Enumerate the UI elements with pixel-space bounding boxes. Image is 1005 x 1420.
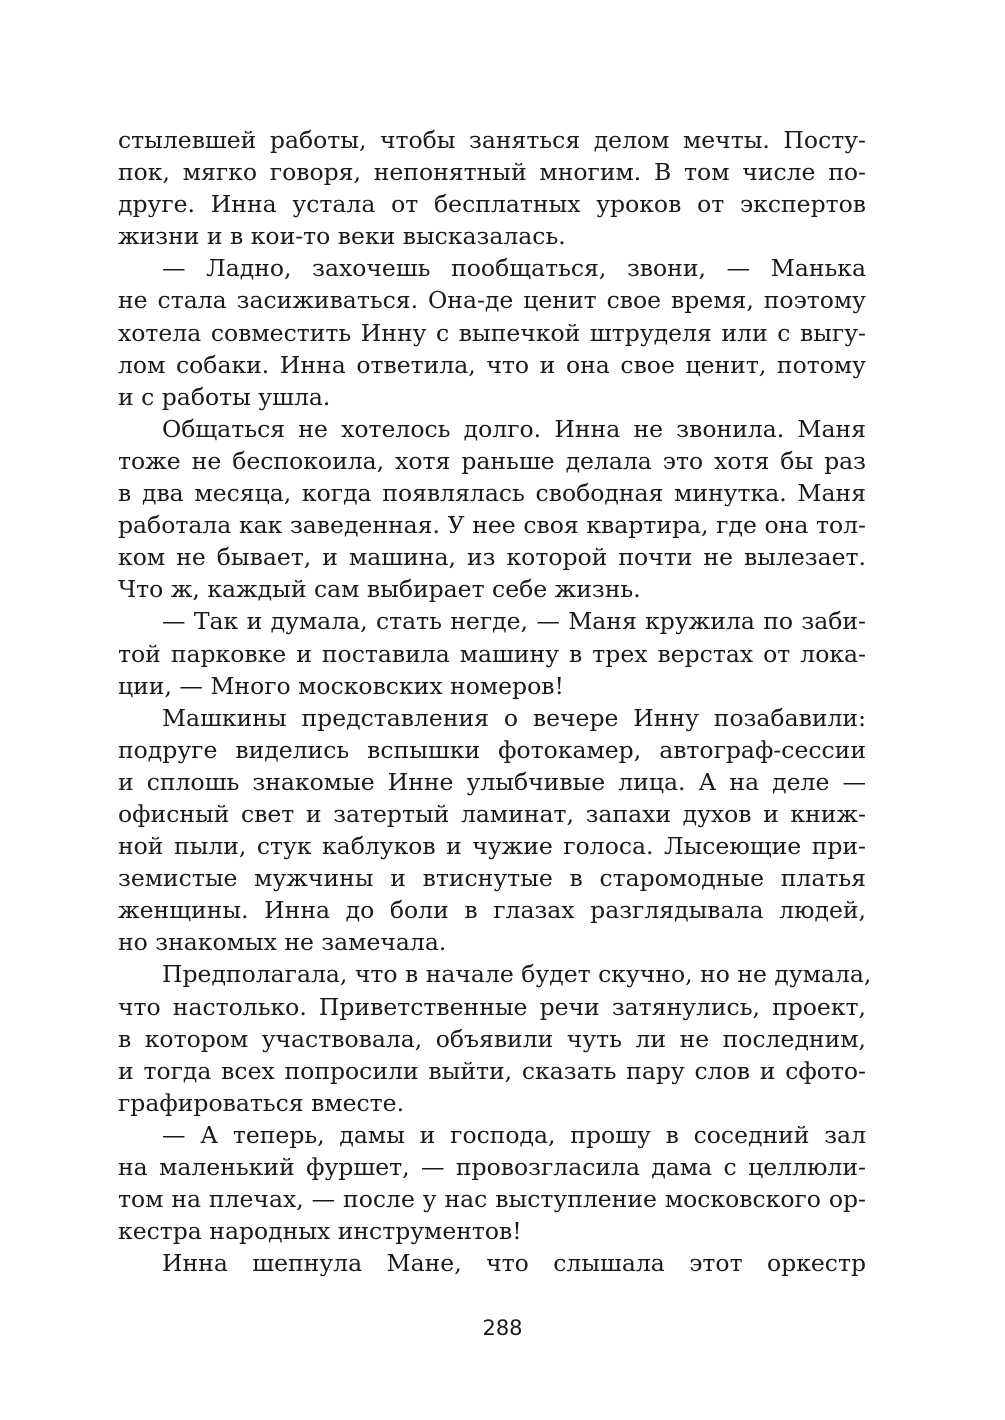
text-line: но знакомых не замечала. <box>118 928 447 957</box>
text-line: подруге виделись вспышки фотокамер, автограф-сессии <box>118 735 866 764</box>
text-line: офисный свет и затертый ламинат, запахи духов и книж- <box>118 799 866 828</box>
text-line: Машкины представления о вечере Инну позабавили: <box>162 703 866 732</box>
text-line: том на плечах, — после у нас выступление московского ор- <box>118 1185 866 1214</box>
text-line: и тогда всех попросили выйти, сказать пару слов и сфото- <box>118 1056 866 1085</box>
text-line: в котором участвовала, объявили чуть ли не последним, <box>118 1024 866 1053</box>
text-line: земистые мужчины и втиснутые в старомодные платья <box>118 864 866 893</box>
text-line: графироваться вместе. <box>118 1088 405 1117</box>
text-line: Что ж, каждый сам выбирает себе жизнь. <box>118 575 641 604</box>
text-line: тоже не беспокоила, хотя раньше делала это хотя бы раз <box>118 446 866 475</box>
text-line: лом собаки. Инна ответила, что и она свое ценит, потому <box>118 350 866 379</box>
text-line: Инна шепнула Мане, что слышала этот оркестр <box>162 1249 866 1278</box>
text-line: женщины. Инна до боли в глазах разглядывала людей, <box>118 896 866 925</box>
text-line: в два месяца, когда появлялась свободная минутка. Маня <box>118 479 866 508</box>
text-line: и с работы ушла. <box>118 382 331 411</box>
text-line: — Ладно, захочешь пообщаться, звони, — Манька <box>162 254 866 283</box>
text-line: пок, мягко говоря, непонятный многим. В том числе по- <box>118 158 866 187</box>
text-line: кестра народных инструментов! <box>118 1217 522 1246</box>
text-line: ком не бывает, и машина, из которой почти не вылезает. <box>118 543 866 572</box>
text-line: Общаться не хотелось долго. Инна не звонила. Маня <box>162 414 866 443</box>
text-line: и сплошь знакомые Инне улыбчивые лица. А на деле — <box>118 767 866 796</box>
page-number: 288 <box>482 1316 523 1340</box>
body-text <box>118 124 872 1279</box>
text-line: Предполагала, что в начале будет скучно, но не думала, <box>162 960 872 989</box>
text-line: что настолько. Приветственные речи затянулись, проект, <box>118 992 866 1021</box>
text-line: жизни и в кои-то веки высказалась. <box>118 222 566 251</box>
text-line: ции, — Много московских номеров! <box>118 671 564 700</box>
text-line: работала как заведенная. У нее своя квартира, где она тол- <box>118 511 866 540</box>
text-line: не стала засиживаться. Она-де ценит свое время, поэтому <box>118 286 866 315</box>
text-line: стылевшей работы, чтобы заняться делом мечты. Посту- <box>118 126 866 154</box>
text-line: — А теперь, дамы и господа, прошу в соседний зал <box>162 1120 866 1149</box>
text-line: хотела совместить Инну с выпечкой штруделя или с выгу- <box>118 318 866 347</box>
text-line: той парковке и поставила машину в трех верстах от лока- <box>118 639 866 668</box>
text-line: ной пыли, стук каблуков и чужие голоса. Лысеющие при- <box>118 832 866 861</box>
text-line: на маленький фуршет, — провозгласила дама с целлюли- <box>118 1153 866 1181</box>
text-line: — Так и думала, стать негде, — Маня кружила по заби- <box>162 607 866 636</box>
text-line: друге. Инна устала от бесплатных уроков от экспертов <box>118 190 866 219</box>
